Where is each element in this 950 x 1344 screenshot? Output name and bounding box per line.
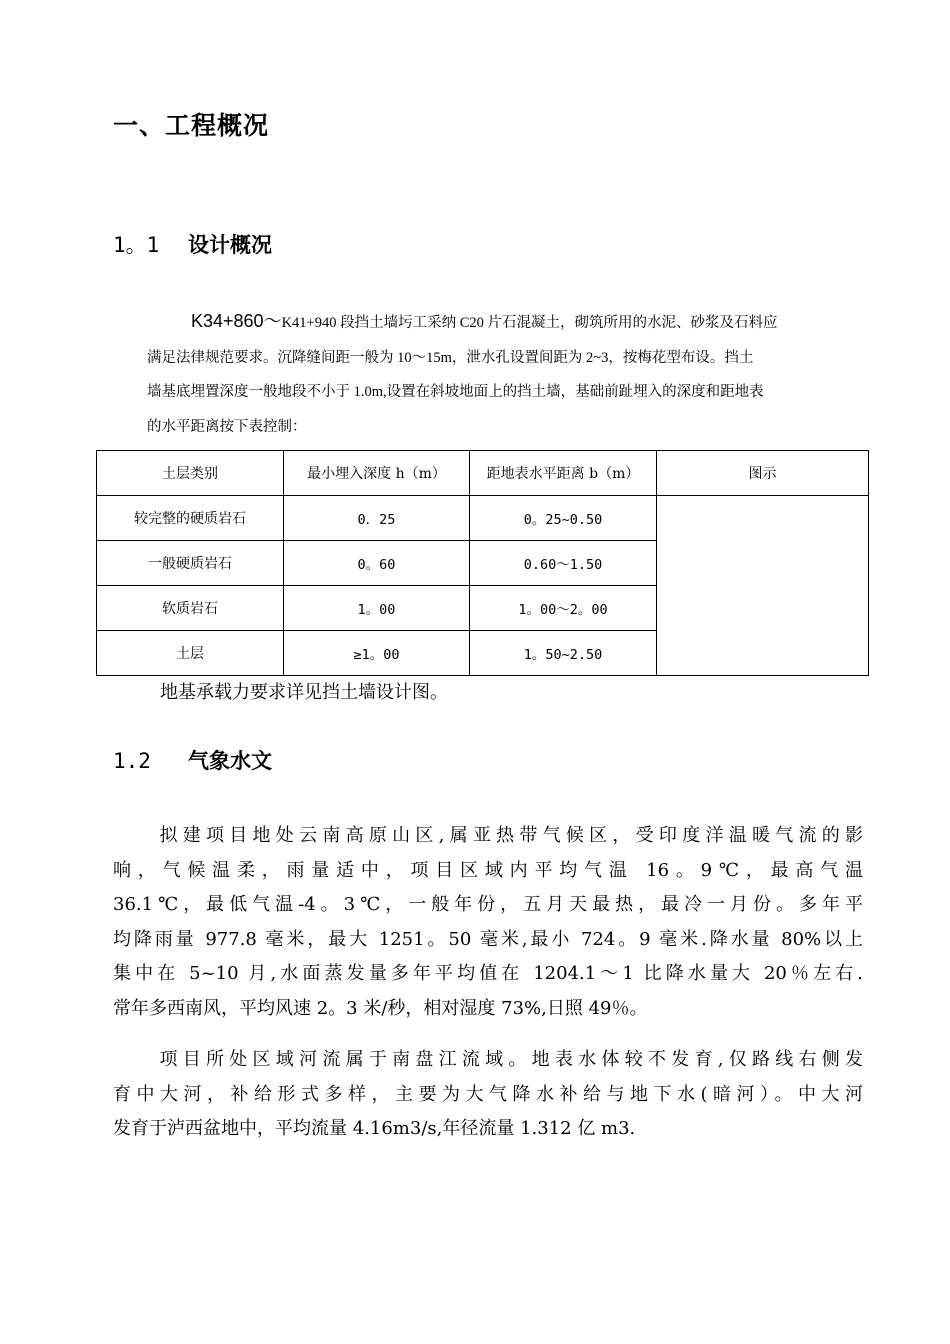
paragraph-line: 的水平距离按下表控制： [147, 418, 307, 435]
paragraph-line: 育中大河，补给形式多样，主要为大气降水补给与地下水(暗河）。中大河 [113, 1083, 863, 1105]
paragraph-line: 拟建项目地处云南高原山区,属亚热带气候区，受印度洋温暖气流的影 [113, 825, 863, 846]
table-cell: 土层 [97, 631, 284, 676]
table-cell: ≥1。00 [284, 631, 470, 676]
paragraph-line: 发育于泸西盆地中，平均流量 4.16m3/s,年径流量 1.312 亿 m3. [113, 1118, 636, 1139]
section-number: 1.2 [113, 749, 151, 773]
table-cell: 较完整的硬质岩石 [97, 496, 284, 541]
paragraph-line [147, 304, 861, 341]
table-cell: 0.60～1.50 [470, 541, 657, 586]
section-heading-design [113, 229, 272, 259]
table-cell: 1。00～2。00 [470, 586, 657, 631]
table-header-row [97, 451, 869, 496]
climate-paragraph [113, 819, 863, 1026]
paragraph-line: 墙基底埋置深度一般地段不小于 1.0m,设置在斜坡地面上的挡土墙，基础前趾埋入的深度和距地表 [147, 384, 764, 400]
section-number: 1。1 [113, 233, 160, 257]
table-header-cell: 土层类别 [97, 451, 284, 496]
hydrology-paragraph [113, 1043, 863, 1147]
paragraph-line-text: K41+940 段挡土墙圬工采纳 C20 片石混凝土，砌筑所用的水泥、砂浆及石料应 [281, 315, 778, 331]
chapter-heading: 一、工程概况 [113, 111, 270, 140]
paragraph-line: 集中在 5~10 月,水面蒸发量多年平均值在 1204.1～1 比降水量大 20％左右. [113, 963, 863, 984]
diagram-cell [657, 496, 869, 676]
paragraph-line: 响，气候温柔，雨量适中，项目区域内平均气温 16。9℃，最高气温 [113, 859, 863, 881]
table-cell: 0。60 [284, 541, 470, 586]
section-title: 气象水文 [188, 749, 272, 773]
table-cell: 0．25 [284, 496, 470, 541]
table-cell: 一般硬质岩石 [97, 541, 284, 586]
table-cell: 软质岩石 [97, 586, 284, 631]
table-row [97, 496, 869, 541]
station-range-start: K34+860～ [191, 311, 282, 331]
paragraph-line: 项目所处区域河流属于南盘江流域。地表水体较不发育,仅路线右侧发 [113, 1049, 863, 1070]
paragraph-line: 满足法律规范要求。沉降缝间距一般为 10～15m，泄水孔设置间距为 2~3，按梅花型布设。挡土 [147, 349, 754, 366]
paragraph-line: 常年多西南风，平均风速 2。3 米/秒，相对湿度 73%,日照 49％。 [113, 997, 648, 1019]
foundation-depth-table [96, 450, 869, 676]
table-header-cell: 图示 [657, 451, 869, 496]
section-heading-climate [113, 745, 272, 775]
table-cell: 0。25~0.50 [470, 496, 657, 541]
paragraph-line: 均降雨量 977.8 毫米，最大 1251。50 毫米,最小 724。9 毫米.降水量 80%以上 [113, 928, 863, 950]
design-paragraph [147, 304, 861, 444]
table-cell: 1。50~2.50 [470, 631, 657, 676]
bearing-capacity-note: 地基承载力要求详见挡土墙设计图。 [160, 682, 448, 703]
section-title: 设计概况 [188, 233, 272, 257]
table-header-cell: 最小埋入深度 h（m） [284, 451, 470, 496]
table-header-cell: 距地表水平距离 b（m） [470, 451, 657, 496]
paragraph-line: 36.1℃，最低气温-4。3℃，一般年份，五月天最热，最冷一月份。多年平 [113, 894, 863, 915]
table-cell: 1。00 [284, 586, 470, 631]
